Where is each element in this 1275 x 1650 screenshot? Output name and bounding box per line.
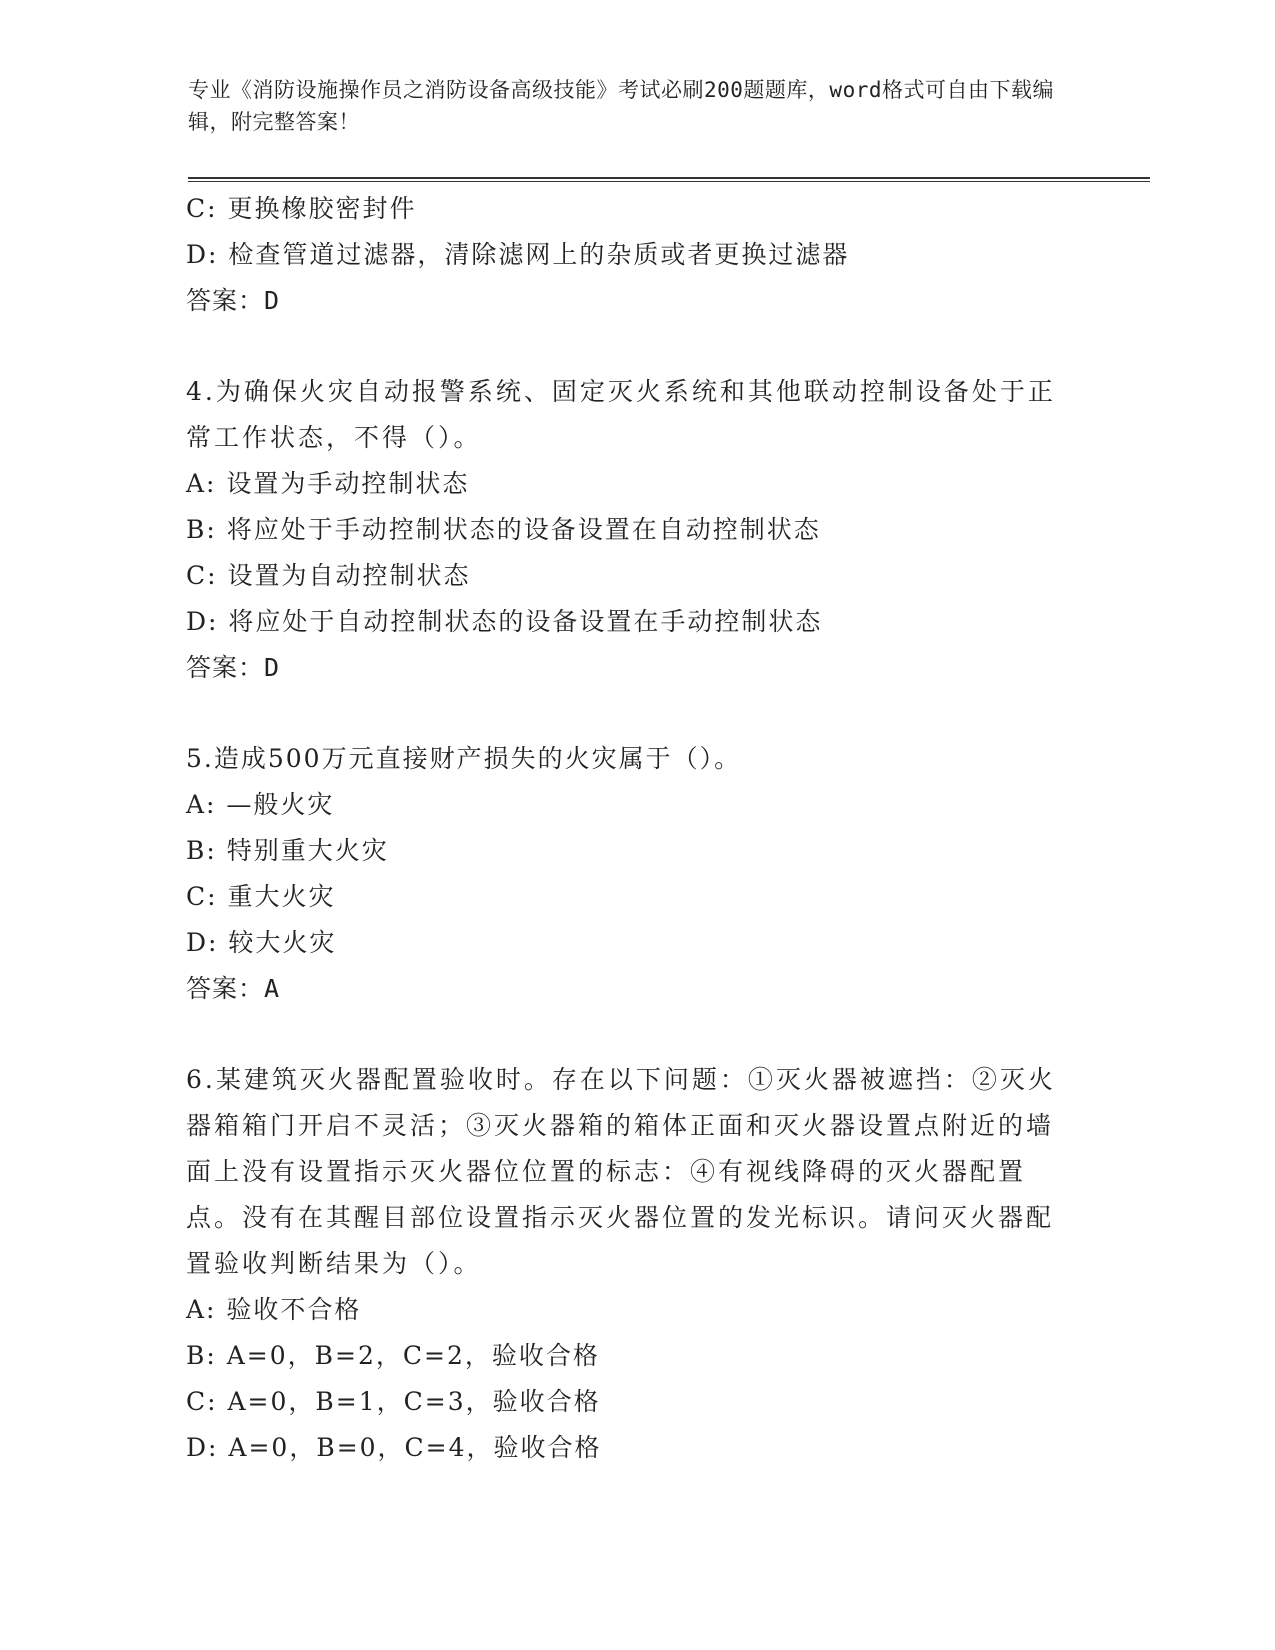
option-c: C: 设置为自动控制状态 — [186, 561, 471, 590]
option-a: A: 验收不合格 — [186, 1295, 362, 1324]
question-3-tail — [186, 186, 1066, 324]
option-b: B: 特别重大火灾 — [186, 836, 389, 865]
header-divider — [188, 177, 1150, 182]
header-title: 专业《消防设施操作员之消防设备高级技能》考试必刷200题题库，word格式可自由下载编辑，附完整答案！ — [188, 78, 1054, 134]
question-stem: 4.为确保火灾自动报警系统、固定灭火系统和其他联动控制设备处于正常工作状态，不得（）。 — [186, 377, 1056, 452]
answer-label: 答案：A — [186, 974, 281, 1003]
question-4 — [186, 369, 1066, 691]
option-c: C: 更换橡胶密封件 — [186, 194, 417, 223]
option-b: B: A=0，B=2，C=2，验收合格 — [186, 1341, 600, 1370]
option-c: C: A=0，B=1，C=3，验收合格 — [186, 1387, 601, 1416]
question-5 — [186, 736, 1066, 1012]
document-body — [186, 186, 1066, 1471]
option-d: D: 较大火灾 — [186, 928, 337, 957]
answer-label: 答案：D — [186, 286, 281, 315]
option-b: B: 将应处于手动控制状态的设备设置在自动控制状态 — [186, 515, 821, 544]
option-d: D: 检查管道过滤器，清除滤网上的杂质或者更换过滤器 — [186, 240, 850, 269]
option-a: A: 设置为手动控制状态 — [186, 469, 470, 498]
document-header — [188, 74, 1068, 138]
answer-label: 答案：D — [186, 653, 281, 682]
option-d: D: A=0，B=0，C=4，验收合格 — [186, 1433, 602, 1462]
question-stem: 5.造成500万元直接财产损失的火灾属于（）。 — [186, 744, 742, 773]
question-6 — [186, 1057, 1066, 1471]
option-c: C: 重大火灾 — [186, 882, 336, 911]
option-a: A: —般火灾 — [186, 790, 335, 819]
option-d: D: 将应处于自动控制状态的设备设置在手动控制状态 — [186, 607, 823, 636]
question-stem: 6.某建筑灭火器配置验收时。存在以下问题：①灭火器被遮挡：②灭火器箱箱门开启不灵活；③灭火器箱的箱体正面和灭火器设置点附近的墙面上没有设置指示灭火器位位置的标志：④有视线降碍的灭火器配置点。没有在其醒目部位设置指示灭火器位置的发光标识。请问灭火器配置验收判断结果为（）。 — [186, 1065, 1056, 1278]
